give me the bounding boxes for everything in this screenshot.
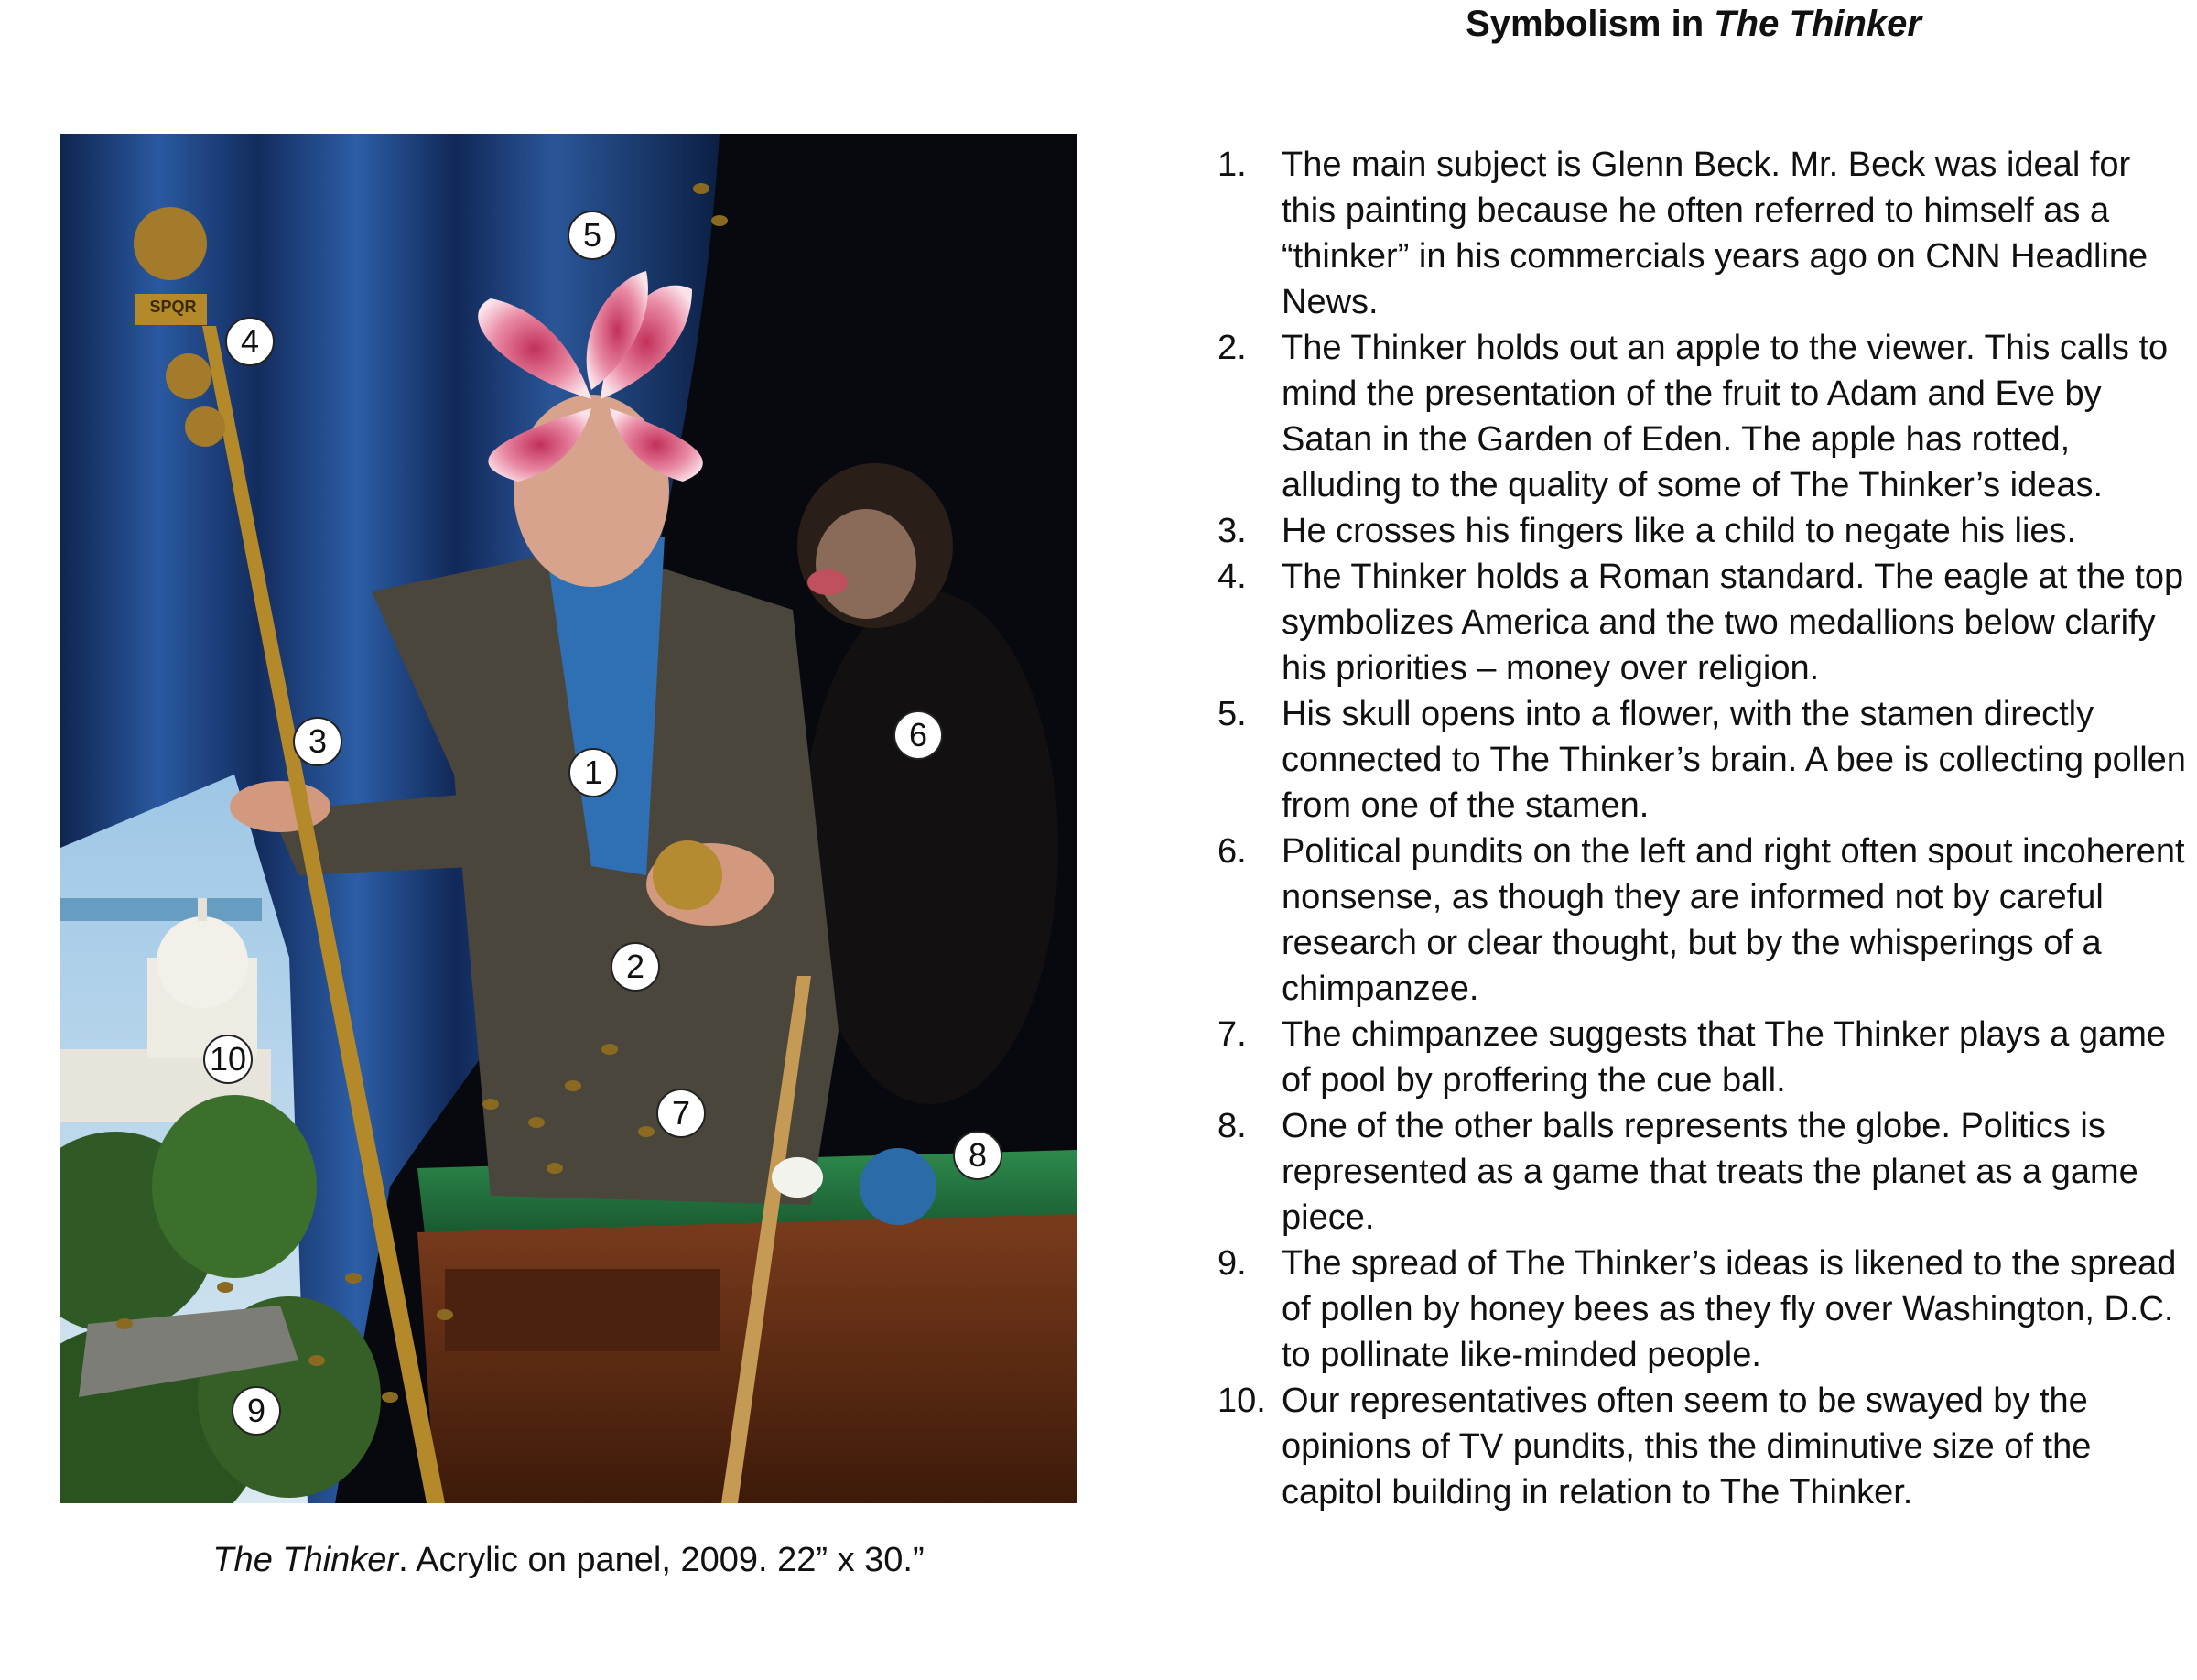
painting xyxy=(60,134,1077,1503)
list-item xyxy=(1218,829,2188,1012)
marker-9[interactable]: 9 xyxy=(232,1386,281,1436)
marker-10[interactable]: 10 xyxy=(203,1035,253,1084)
list-item-number: 1. xyxy=(1218,146,1247,184)
page-title-prefix: Symbolism in xyxy=(1466,4,1715,44)
caption-details: . Acrylic on panel, 2009. 22” x 30.” xyxy=(398,1541,925,1579)
marker-5[interactable]: 5 xyxy=(568,211,617,260)
list-item xyxy=(1218,1378,2188,1515)
marker-8[interactable]: 8 xyxy=(953,1131,1002,1180)
list-item-text: His skull opens into a flower, with the stamen directly connected to The Thinker’s brain. A bee is collecting pollen from one of the stamen. xyxy=(1282,695,2186,825)
standard-plaque-label: SPQR xyxy=(149,298,197,316)
caption-title: The Thinker xyxy=(212,1541,399,1579)
list-item-text: Political pundits on the left and right often spout incoherent nonsense, as though they are informed not by careful research or clear thought, but by the whisperings of a chimpanzee. xyxy=(1282,832,2185,1008)
list-item-number: 6. xyxy=(1218,832,1247,871)
list-item-text: The main subject is Glenn Beck. Mr. Beck was ideal for this painting because he often referred to himself as a “thinker” in his commercials years ago on CNN Headline News. xyxy=(1282,146,2148,321)
marker-1[interactable]: 1 xyxy=(568,748,618,797)
list-item xyxy=(1218,142,2188,325)
list-item-number: 8. xyxy=(1218,1107,1247,1145)
list-item-text: Our representatives often seem to be swayed by the opinions of TV pundits, this the diminutive size of the capitol building in relation to The Thinker. xyxy=(1282,1382,2092,1512)
page-title xyxy=(1190,0,2197,48)
list-item-number: 10. xyxy=(1218,1382,1266,1420)
list-item-number: 3. xyxy=(1218,512,1247,550)
list-item-number: 4. xyxy=(1218,558,1247,596)
marker-6[interactable]: 6 xyxy=(893,710,943,760)
list-item-text: The spread of The Thinker’s ideas is likened to the spread of pollen by honey bees as they fly over Washington, D.C. to pollinate like-minded people. xyxy=(1282,1244,2177,1374)
painting-illustration xyxy=(60,134,1077,1503)
marker-4[interactable]: 4 xyxy=(225,317,275,366)
list-item-number: 2. xyxy=(1218,329,1247,367)
list-item xyxy=(1218,691,2188,829)
list-item-text: The Thinker holds a Roman standard. The eagle at the top symbolizes America and the two medallions below clarify his priorities – money over religion. xyxy=(1282,558,2184,688)
painting-caption xyxy=(60,1538,1077,1582)
list-item xyxy=(1218,508,2188,554)
list-item xyxy=(1218,325,2188,508)
list-item-number: 9. xyxy=(1218,1244,1247,1283)
list-item-text: The Thinker holds out an apple to the viewer. This calls to mind the presentation of the fruit to Adam and Eve by Satan in the Garden of Eden. The apple has rotted, alluding to the quality of some of The Thinker’s ideas. xyxy=(1282,329,2169,504)
symbolism-list xyxy=(1218,142,2188,1515)
list-item xyxy=(1218,1241,2188,1378)
marker-3[interactable]: 3 xyxy=(293,717,342,766)
list-item xyxy=(1218,554,2188,691)
list-item-text: The chimpanzee suggests that The Thinker plays a game of pool by proffering the cue ball. xyxy=(1282,1015,2167,1100)
list-item xyxy=(1218,1103,2188,1241)
list-item-text: One of the other balls represents the globe. Politics is represented as a game that treats the planet as a game piece. xyxy=(1282,1107,2138,1237)
list-item xyxy=(1218,1012,2188,1103)
page-title-italic: The Thinker xyxy=(1714,4,1921,44)
marker-2[interactable]: 2 xyxy=(611,942,660,992)
list-item-text: He crosses his fingers like a child to negate his lies. xyxy=(1282,512,2077,550)
list-item-number: 7. xyxy=(1218,1015,1247,1054)
list-item-number: 5. xyxy=(1218,695,1247,733)
marker-7[interactable]: 7 xyxy=(656,1089,706,1138)
